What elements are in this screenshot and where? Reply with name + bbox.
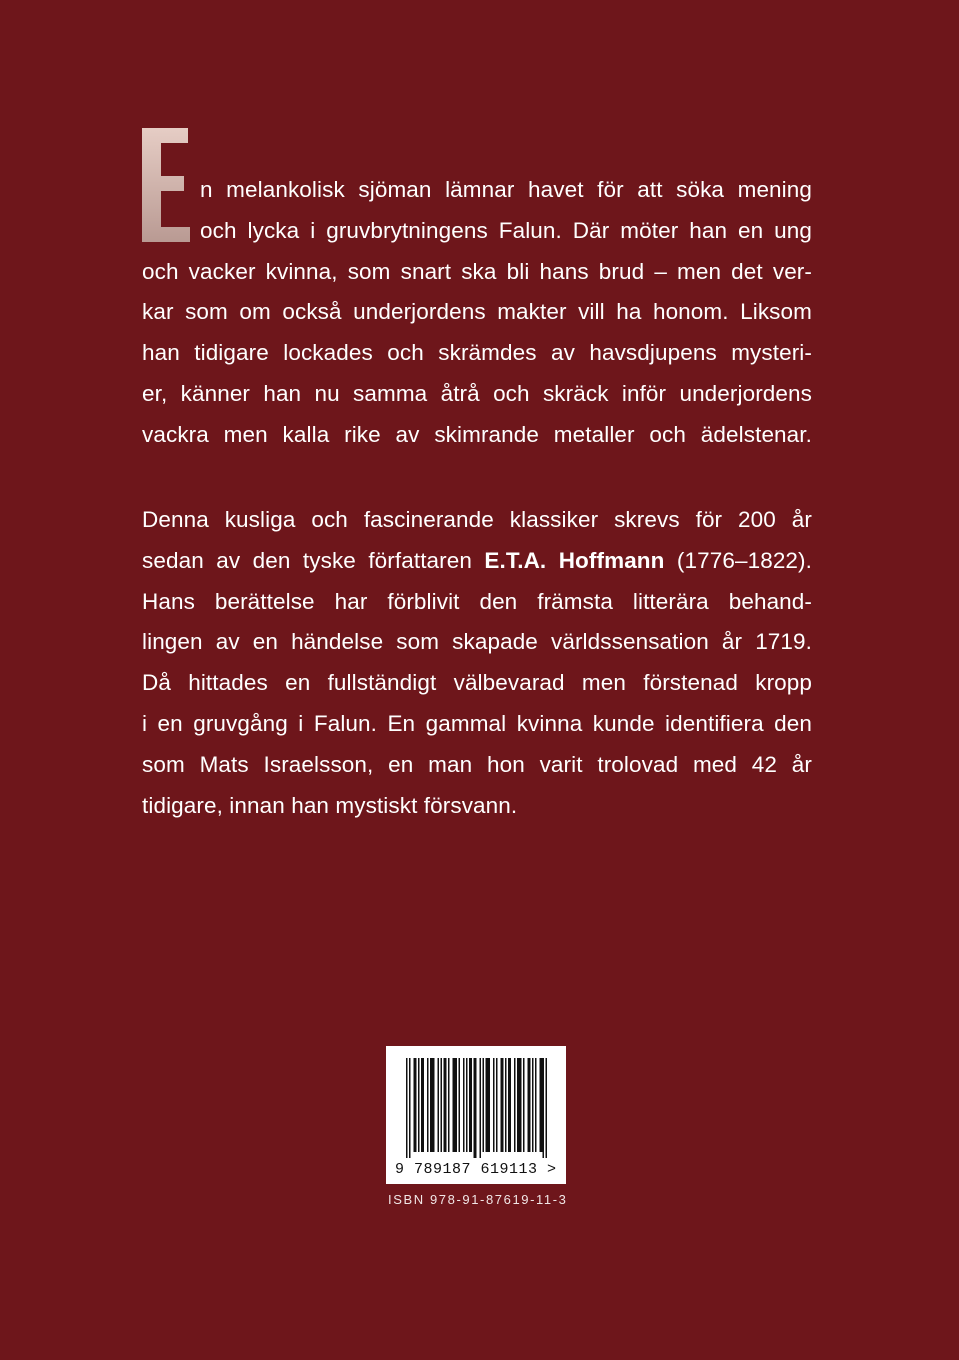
barcode-bar: [475, 1058, 477, 1158]
barcode-bar: [483, 1058, 485, 1152]
text-line: och vacker kvinna, som snart ska bli hans brud – men det ver-: [142, 258, 812, 284]
barcode-bar: [514, 1058, 516, 1152]
barcode-bar: [471, 1058, 473, 1152]
text-line-author: [142, 541, 812, 582]
barcode-bar: [501, 1058, 503, 1152]
text-line: tidigare, innan han mystiskt försvann.: [142, 792, 518, 818]
isbn-label: ISBN 978-91-87619-11-3: [388, 1192, 568, 1207]
barcode-bar: [466, 1058, 468, 1152]
barcode-bar: [543, 1058, 545, 1158]
barcode-bar: [430, 1058, 432, 1152]
barcode-bar: [454, 1058, 456, 1152]
text-line: Då hittades en fullständigt välbevarad men förstenad kropp: [142, 670, 812, 696]
intro-paragraph: [142, 170, 812, 456]
text-line: Hans berättelse har förblivit den främsta litterära behand-: [142, 588, 812, 614]
barcode-bar: [448, 1058, 450, 1152]
barcode-bar: [444, 1058, 446, 1152]
text-line: som Mats Israelsson, en man hon varit trolovad med 42 år: [142, 751, 812, 777]
barcode: [386, 1046, 566, 1184]
barcode-bar: [441, 1058, 443, 1152]
barcode-bar: [423, 1058, 425, 1152]
author-paragraph: [142, 500, 812, 826]
barcode-bar: [489, 1058, 491, 1152]
barcode-bar: [510, 1058, 512, 1152]
text-line: och lycka i gruvbrytningens Falun. Där möter han en ung: [200, 217, 812, 243]
barcode-bar: [529, 1058, 531, 1152]
text-line: han tidigare lockades och skrämdes av havsdjupens mysteri-: [142, 340, 812, 366]
text-line: lingen av en händelse som skapade världssensation år 1719.: [142, 629, 812, 655]
barcode-bar: [502, 1058, 504, 1152]
barcode-bar: [463, 1058, 465, 1152]
text-segment: (1776–1822).: [664, 547, 812, 573]
barcode-bar: [427, 1058, 429, 1152]
barcode-bar: [540, 1058, 542, 1152]
barcode-bar: [469, 1058, 471, 1152]
author-name: E.T.A. Hoffmann: [484, 547, 665, 573]
barcode-bar: [415, 1058, 417, 1152]
barcode-bar: [546, 1058, 548, 1158]
barcode-bar: [523, 1058, 525, 1152]
barcode-bar: [445, 1058, 447, 1152]
barcode-bar: [432, 1058, 434, 1152]
barcode-bar: [505, 1058, 507, 1152]
barcode-bar: [519, 1058, 521, 1152]
barcode-bar: [414, 1058, 416, 1152]
barcode-bar: [433, 1058, 435, 1152]
barcode-bar: [453, 1058, 455, 1152]
barcode-bar: [520, 1058, 522, 1152]
barcode-bar: [535, 1058, 537, 1152]
barcode-digits: 9 789187 619113 >: [395, 1161, 557, 1178]
text-line: n melankolisk sjöman lämnar havet för att söka mening: [200, 177, 812, 202]
barcode-bar: [532, 1058, 534, 1152]
barcode-bar: [438, 1058, 440, 1152]
text-segment: sedan av den tyske författaren: [142, 547, 485, 573]
barcode-bar: [456, 1058, 458, 1152]
text-line: i en gruvgång i Falun. En gammal kvinna kunde identifiera den: [142, 710, 812, 736]
barcode-bar: [508, 1058, 510, 1152]
text-line: Denna kusliga och fascinerande klassiker skrevs för 200 år: [142, 507, 812, 532]
barcode-bar: [459, 1058, 461, 1152]
barcode-bar: [480, 1058, 482, 1158]
barcode-bar: [406, 1058, 408, 1158]
barcode-bar: [541, 1058, 543, 1152]
barcode-bar: [421, 1058, 423, 1152]
barcode-bar: [528, 1058, 530, 1152]
barcode-bar: [409, 1058, 411, 1158]
text-line: vackra men kalla rike av skimrande metaller och ädelstenar.: [142, 421, 812, 447]
barcode-bar: [493, 1058, 495, 1152]
barcode-bar: [474, 1058, 476, 1158]
barcode-bar: [496, 1058, 498, 1152]
barcode-bar: [418, 1058, 420, 1152]
text-line: kar som om också underjordens makter vill ha honom. Liksom: [142, 299, 812, 325]
barcode-bar: [487, 1058, 489, 1152]
barcode-bar: [486, 1058, 488, 1152]
barcode-bar: [517, 1058, 519, 1152]
text-line: er, känner han nu samma åtrå och skräck inför underjordens: [142, 380, 812, 406]
